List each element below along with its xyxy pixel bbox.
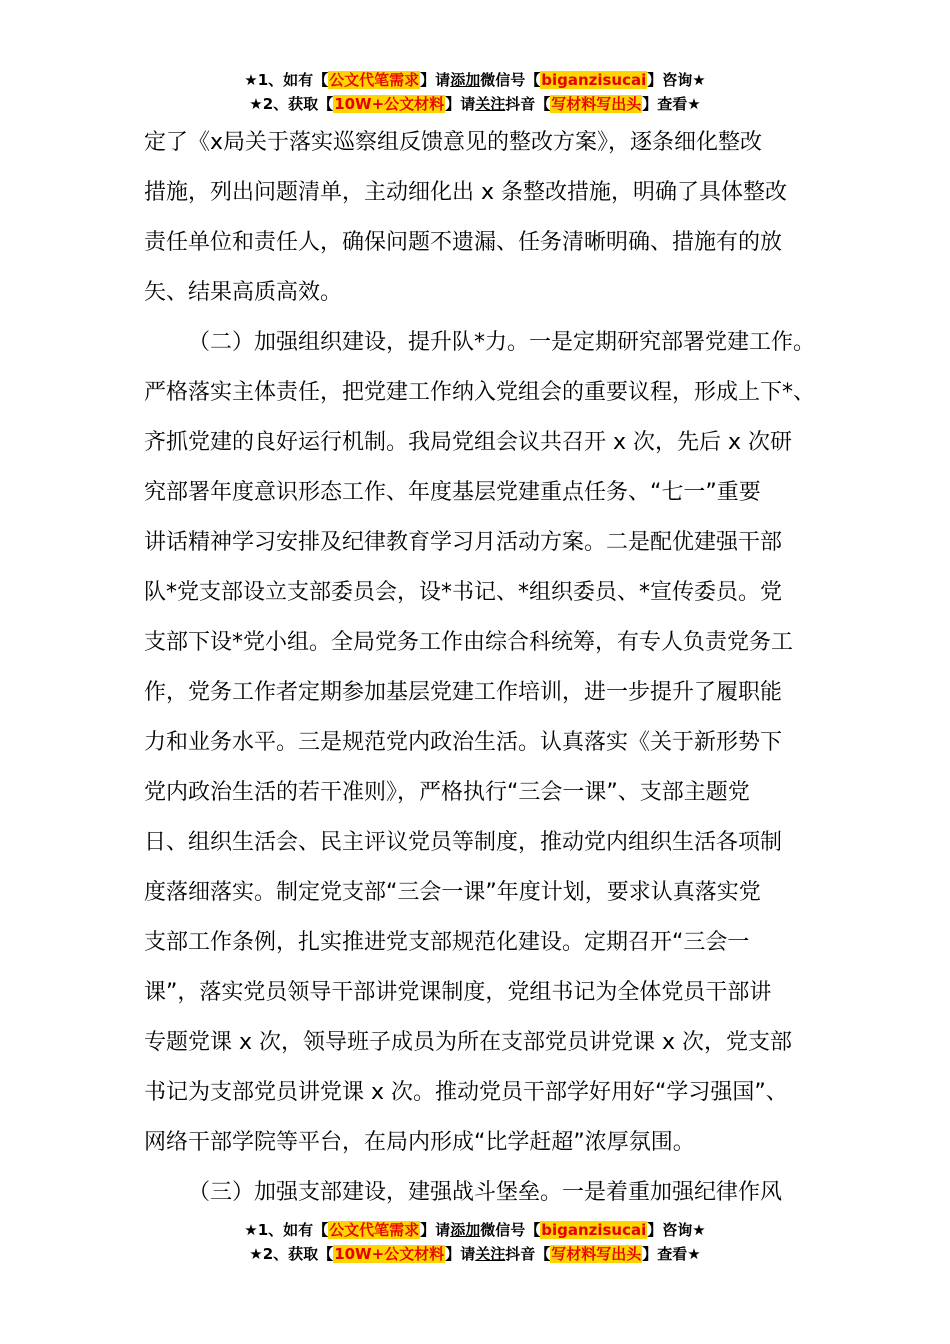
banner-text: 微信号【 (480, 1221, 541, 1239)
banner-underlined: 添加 (450, 71, 481, 89)
body-line: 措施，列出问题清单，主动细化出 x 条整改措施，明确了具体整改 (144, 180, 788, 205)
banner-highlight: 10W+公文材料 (334, 95, 445, 113)
banner-text: 抖音【 (505, 95, 551, 113)
body-line: 网络干部学院等平台，在局内形成“比学赶超”浓厚氛围。 (144, 1130, 695, 1155)
banner-text: 】咨询★ (647, 71, 706, 89)
banner-line-1 (0, 1218, 950, 1242)
body-line: 究部署年度意识形态工作、年度基层党建重点任务、“七一”重要 (144, 480, 761, 505)
banner-highlight: 写材料写出头 (551, 95, 642, 113)
body-line: 齐抓党建的良好运行机制。我局党组会议共召开 x 次，先后 x 次研 (144, 430, 793, 455)
section-heading-line: （三）加强支部建设，建强战斗堡垒。一是着重加强纪律作风 (188, 1180, 783, 1205)
header-banner (0, 68, 950, 116)
body-line: 课”，落实党员领导干部讲党课制度，党组书记为全体党员干部讲 (144, 980, 772, 1005)
banner-line-1 (0, 68, 950, 92)
banner-highlight: 公文代笔需求 (329, 71, 420, 89)
footer-banner (0, 1218, 950, 1266)
banner-highlight: biganzisucai (541, 1221, 647, 1239)
body-line: 责任单位和责任人，确保问题不遗漏、任务清晰明确、措施有的放 (144, 230, 783, 255)
banner-text: 】查看★ (642, 1245, 701, 1263)
banner-text: 】查看★ (642, 95, 701, 113)
body-line: 党内政治生活的若干准则》，严格执行“三会一课”、支部主题党 (144, 780, 750, 805)
banner-text: 抖音【 (505, 1245, 551, 1263)
banner-text: 】请 (445, 95, 476, 113)
banner-text: 】咨询★ (647, 1221, 706, 1239)
body-line: 专题党课 x 次，领导班子成员为所在支部党员讲党课 x 次，党支部 (144, 1030, 793, 1055)
body-line: 矢、结果高质高效。 (144, 280, 343, 305)
banner-highlight: 10W+公文材料 (334, 1245, 445, 1263)
banner-underlined: 关注 (475, 1245, 506, 1263)
document-body (144, 118, 820, 1218)
body-line: 队*党支部设立支部委员会，设*书记、*组织委员、*宣传委员。党 (144, 580, 783, 605)
body-line: 力和业务水平。三是规范党内政治生活。认真落实《关于新形势下 (144, 730, 783, 755)
banner-text: 】请 (420, 1221, 451, 1239)
body-line: 讲话精神学习安排及纪律教育学习月活动方案。二是配优建强干部 (144, 530, 783, 555)
banner-highlight: biganzisucai (541, 71, 647, 89)
banner-line-2 (0, 1242, 950, 1266)
body-line: 度落细落实。制定党支部“三会一课”年度计划，要求认真落实党 (144, 880, 761, 905)
section-heading-line: （二）加强组织建设，提升队*力。一是定期研究部署党建工作。 (188, 330, 816, 355)
banner-text: ★2、获取【 (249, 1245, 334, 1263)
banner-underlined: 关注 (475, 95, 506, 113)
banner-text: 】请 (445, 1245, 476, 1263)
banner-text: 】请 (420, 71, 451, 89)
body-line: 支部下设*党小组。全局党务工作由综合科统筹，有专人负责党务工 (144, 630, 794, 655)
body-line: 严格落实主体责任，把党建工作纳入党组会的重要议程，形成上下*、 (144, 380, 816, 405)
body-line: 书记为支部党员讲党课 x 次。推动党员干部学好用好“学习强国”、 (144, 1080, 788, 1105)
banner-line-2 (0, 92, 950, 116)
banner-highlight: 写材料写出头 (551, 1245, 642, 1263)
banner-highlight: 公文代笔需求 (329, 1221, 420, 1239)
banner-text: ★1、如有【 (244, 71, 329, 89)
body-line: 定了《x局关于落实巡察组反馈意见的整改方案》，逐条细化整改 (144, 130, 763, 155)
banner-text: 微信号【 (480, 71, 541, 89)
body-line: 支部工作条例，扎实推进党支部规范化建设。定期召开“三会一 (144, 930, 750, 955)
banner-text: ★2、获取【 (249, 95, 334, 113)
body-line: 日、组织生活会、民主评议党员等制度，推动党内组织生活各项制 (144, 830, 783, 855)
body-line: 作，党务工作者定期参加基层党建工作培训，进一步提升了履职能 (144, 680, 783, 705)
banner-text: ★1、如有【 (244, 1221, 329, 1239)
banner-underlined: 添加 (450, 1221, 481, 1239)
